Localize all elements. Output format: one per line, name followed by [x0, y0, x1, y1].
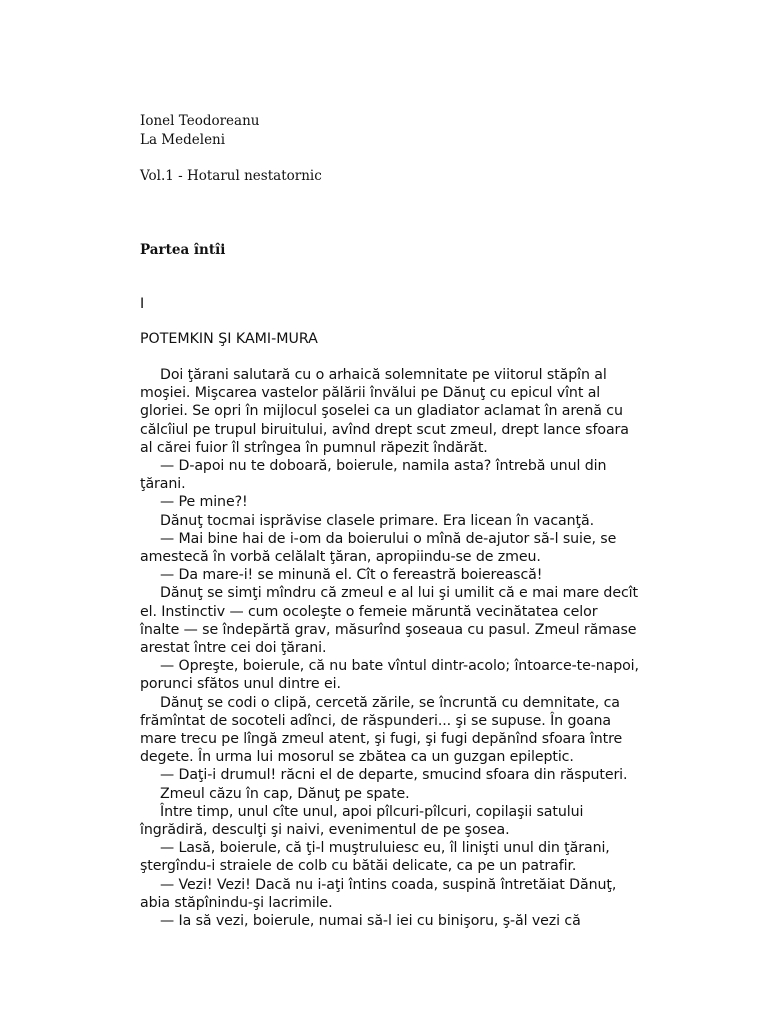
paragraph: — Vezi! Vezi! Dacă nu i-aţi întins coada, suspină întretăiat Dănuţ, abia stăpînindu-şi lacrimile. [140, 876, 617, 911]
paragraph: — Ia să vezi, boierule, numai să-l iei cu binişoru, ş-ăl vezi că [160, 913, 581, 930]
author-name: Ionel Teodoreanu [140, 113, 260, 129]
paragraph: Între timp, unul cîte unul, apoi pîlcuri-pîlcuri, copilaşii satului îngrădiră, desculţi şi naivi, evenimentul de pe şosea. [140, 803, 584, 839]
paragraph: Doi ţărani salutară cu o arhaică solemnitate pe viitorul stăpîn al moşiei. Mişcarea vastelor pălării învălui pe Dănuţ cu epicul vînt al gloriei. Se opri în mijlocul şoselei ca un gladiator aclamat în arenă cu călcîiul pe trupul biruitului, avînd drept scut zmeul, drept lance sfoara al cărei fuior îl strîngea în pumnul răpezit îndărăt. [140, 367, 629, 456]
paragraph: — Mai bine hai de i-om da boierului o mînă de-ajutor să-l suie, se amestecă în vorbă celălalt ţăran, apropiindu-se de zmeu. [140, 530, 617, 566]
paragraph: — Lasă, boierule, că ţi-l muştruluiesc eu, îl linişti unul din ţărani, ştergîndu-i straiele de colb cu bătăi delicate, ca pe un patrafir. [140, 840, 610, 875]
chapter-title: POTEMKIN ŞI KAMI-MURA [140, 331, 318, 347]
paragraph: — D-apoi nu te doboară, boierule, namila asta? întrebă unul din ţărani. [140, 458, 607, 493]
paragraph: — Opreşte, boierule, că nu bate vîntul dintr-acolo; întoarce-te-napoi, porunci sfătos unul dintre ei. [140, 658, 639, 693]
paragraph: — Da mare-i! se minună el. Cît o fereastră boierească! [160, 567, 543, 584]
paragraph: — Daţi-i drumul! răcni el de departe, smucind sfoara din răsputeri. [160, 767, 628, 784]
volume-title: Vol.1 - Hotarul nestatornic [140, 168, 322, 184]
paragraph: Zmeul căzu în cap, Dănuţ pe spate. [160, 785, 410, 802]
book-title: La Medeleni [140, 132, 226, 148]
chapter-number: I [140, 296, 145, 312]
body-text [140, 366, 640, 930]
part-heading: Partea întîi [140, 242, 226, 258]
paragraph: Dănuţ se simţi mîndru că zmeul e al lui şi umilit că e mai mare decît el. Instinctiv — cum ocoleşte o femeie măruntă vecinătatea celor înalte — se îndepărtă grav, măsurînd şoseaua cu pasul. Zmeul rămase arestat între cei doi ţărani. [140, 585, 638, 657]
paragraph: Dănuţ se codi o clipă, cercetă zările, se încruntă cu demnitate, ca frămîntat de socoteli adînci, de răspunderi... şi se supuse. În goana mare trecu pe lîngă zmeul atent, şi fugi, şi fugi depănînd sfoara între degete. În urma lui mosorul se zbătea ca un guzgan epileptic. [140, 694, 623, 766]
paragraph: Dănuţ tocmai isprăvise clasele primare. Era licean în vacanţă. [160, 512, 595, 529]
paragraph: — Pe mine?! [160, 494, 248, 511]
